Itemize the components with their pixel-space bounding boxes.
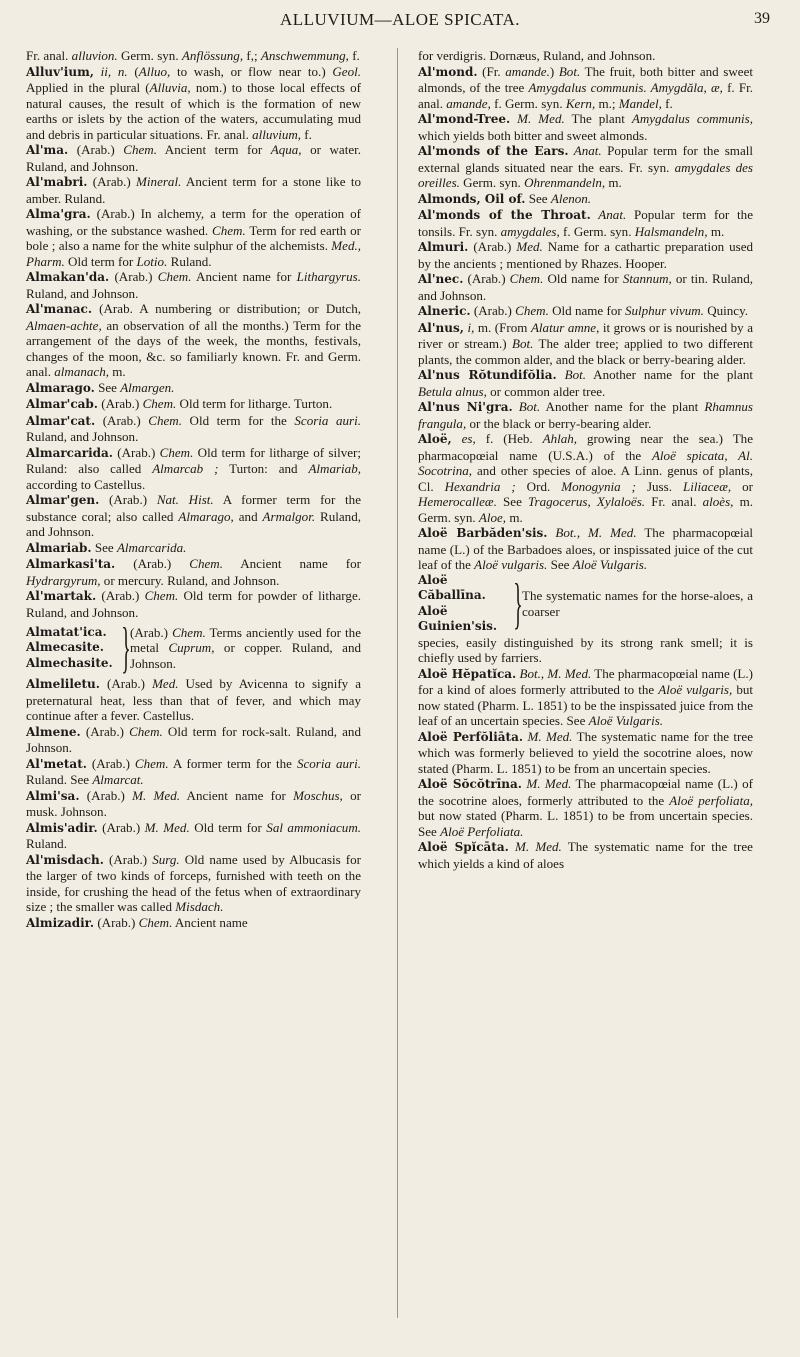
dictionary-entry: Almariab. See Almarcarida. (26, 539, 187, 555)
dictionary-entry: Aloë Spĭcāta. M. Med. The systematic name for the tree which yields a kind of aloes (418, 839, 753, 871)
page-number: 39 (754, 10, 770, 27)
headword: Almariab. (26, 540, 92, 555)
dictionary-entry: Al'mabri. (Arab.) Mineral. Ancient term for a stone like to amber. Ruland. (26, 174, 361, 206)
headword: Almatat'ica. (26, 624, 107, 639)
headword: Al'nus, (418, 320, 464, 335)
definition: The systematic names for the horse-aloes, a coarser (522, 588, 753, 619)
definition-continuation: species, easily distinguished by its strong rank smell; it is chiefly used by farriers. (418, 634, 753, 665)
left-column (26, 48, 361, 931)
dictionary-entry: Alma'gra. (Arab.) In alchemy, a term for the operation of washing, or the substance washed. Chem. Term for red earth or bole ; also a name for the white sulphur of the alchemists. Med., Pharm. Old term for Lotio. Ruland. (26, 206, 361, 269)
headword: Al'mabri. (26, 175, 88, 189)
headword: Aloë, (418, 432, 452, 446)
dictionary-entry: Al'nec. (Arab.) Chem. Old name for Stannum, or tin. Ruland, and Johnson. (418, 271, 753, 303)
dictionary-entry-group (418, 573, 753, 635)
headword: Almarcarida. (26, 445, 113, 460)
headword: Almechasite. (26, 655, 113, 670)
headword: Almi'sa. (26, 788, 80, 803)
dictionary-entry: Almar'gen. (Arab.) Nat. Hist. A former term for the substance coral; also called Almarago, and Armalgor. Ruland, and Johnson. (26, 492, 361, 539)
page-header (0, 6, 800, 36)
running-head: ALLUVIUM—ALOE SPICATA. (279, 10, 521, 29)
dictionary-entry: Al'martak. (Arab.) Chem. Old term for powder of litharge. Ruland, and Johnson. (26, 588, 361, 620)
dictionary-entry: Aloë Perfŏliāta. M. Med. The systematic name for the tree which was formerly believed to yield the socotrine aloes, now stated (Pharm. L. 1851) to be from an uncertain species. (418, 728, 753, 776)
headword: Almis'adir. (26, 820, 98, 835)
dictionary-entry: Al'misdach. (Arab.) Surg. Old name used by Albucasis for the larger of two kinds of forceps, furnished with teeth on the inside, for crushing the head of the fetus when of extraordinary size ; the smaller was called Misdach. (26, 851, 361, 914)
dictionary-entry: Al'manac. (Arab. A numbering or distribution; or Dutch, Almaen-achte, an observation of all the months.) Term for the arrangement of the days of the week, the months, festivals, changes of the moon, &c. so familiarly known. Fr. and Germ. anal. almanach, m. (26, 301, 361, 379)
dictionary-entry-group (26, 617, 361, 679)
headword: Almuri. (418, 240, 469, 254)
headword: Aloë Căballīna. (418, 572, 486, 602)
dictionary-entry: Almene. (Arab.) Chem. Old term for rock-salt. Ruland, and Johnson. (26, 723, 361, 755)
dictionary-entry: Al'nus Rŏtundifŏlia. Bot. Another name for the plant Betula alnus, or common alder tree. (418, 367, 753, 399)
dictionary-entry: Al'metat. (Arab.) Chem. A former term for the Scoria auri. Ruland. See Almarcat. (26, 755, 361, 787)
headword: Almizadir. (26, 915, 95, 930)
headword: Almeliletu. (26, 677, 100, 691)
dictionary-entry: Al'mond-Tree. M. Med. The plant Amygdalus communis, which yields both bitter and sweet almonds. (418, 111, 753, 143)
headword: Almar'gen. (26, 493, 100, 507)
dictionary-entry: Fr. anal. alluvion. Germ. syn. Anflössung, f,; Anschwemmung, f. (26, 48, 360, 63)
dictionary-entry: Almar'cab. (Arab.) Chem. Old term for litharge. Turton. (26, 396, 333, 411)
dictionary-entry: Almis'adir. (Arab.) M. Med. Old term for Sal ammoniacum. Ruland. (26, 819, 361, 851)
dictionary-entry: Al'ma. (Arab.) Chem. Ancient term for Aqua, or water. Ruland, and Johnson. (26, 142, 361, 174)
headword: Aloë Spĭcāta. (418, 840, 509, 854)
dictionary-entry: Alluv'ium, ii, n. (Alluo, to wash, or flow near to.) Geol. Applied in the plural (Alluvia, nom.) to those local effects of natural causes, the result of which is the formation of new earths or islets by the action of the waters, accumulating mud and debris in particular situations. Fr. anal. alluvium, f. (26, 63, 362, 142)
definition: (Arab.) Chem. Terms anciently used for the metal Cuprum, or copper. Ruland, and Johnson. (130, 624, 361, 671)
dictionary-entry: Aloë Sŏcŏtrīna. M. Med. The pharmacopœial name (L.) of the socotrine aloes, formerly attributed to the Aloë perfoliata, but now stated (Pharm. L. 1851) to be from uncertain species. See Aloë Perfoliata. (418, 776, 753, 839)
dictionary-entry: Almakan'da. (Arab.) Chem. Ancient name for Lithargyrus. Ruland, and Johnson. (26, 269, 361, 301)
headword: Aloë Guinien'sis. (418, 603, 498, 633)
dictionary-entry: Alneric. (Arab.) Chem. Old name for Sulphur vivum. Quincy. (418, 303, 749, 318)
column-divider (397, 48, 398, 1318)
headword: Almakan'da. (26, 270, 110, 284)
dictionary-entry: Almarago. See Almargen. (26, 379, 175, 395)
dictionary-entry: Almeliletu. (Arab.) Med. Used by Avicenna to signify a preternatural heat, less than that of fever, and which may continue after a fever. Castellus. (26, 676, 361, 723)
dictionary-entry: Al'monds of the Throat. Anat. Popular term for the tonsils. Fr. syn. amygdales, f. Germ. syn. Halsmandeln, m. (418, 207, 753, 239)
dictionary-entry: Aloë, es, f. (Heb. Ahlah, growing near the sea.) The pharmacopœial name (U.S.A.) of the Aloë spicata, Al. Socotrina, and other species of aloe. A Linn. genus of plants, Cl. Hexandria ; Ord. Monogynia ; Juss. Liliaceæ, or Hemerocalleæ. See Tragocerus, Xylaloës. Fr. anal. aloès, m. Germ. syn. Aloe, m. (418, 431, 754, 525)
dictionary-entry: Al'monds of the Ears. Anat. Popular term for the small external glands situated near the ears. Fr. syn. amygdales des oreilles. Germ. syn. Ohrenmandeln, m. (418, 143, 754, 190)
dictionary-entry: Aloë Barbăden'sis. Bot., M. Med. The pharmacopœial name (L.) of the Barbadoes aloes, or inspissated juice of the cut leaf of the Aloë vulgaris. See Aloë Vulgaris. (418, 525, 753, 572)
headword: Aloë Perfŏliāta. (418, 729, 524, 744)
dictionary-entry: Almonds, Oil of. See Alenon. (418, 190, 592, 206)
headword: Aloë Barbăden'sis. (418, 526, 548, 540)
headword: Almecasite. (26, 640, 104, 655)
headword: Al'martak. (26, 589, 97, 603)
headword: Alma'gra. (26, 207, 91, 221)
headword: Al'nec. (418, 272, 464, 286)
dictionary-entry: Almarkasi'ta. (Arab.) Chem. Ancient name for Hydrargyrum, or mercury. Ruland, and Johnson. (26, 556, 361, 588)
dictionary-entry: Almi'sa. (Arab.) M. Med. Ancient name for Moschus, or musk. Johnson. (26, 787, 361, 819)
dictionary-entry: Aloë Hĕpatĭca. Bot., M. Med. The pharmacopœial name (L.) for a kind of aloes formerly attributed to the Aloë vulgaris, but now stated (Pharm. L. 1851) to be the inspissated juice from the leaf of an uncertain species. See Aloë Vulgaris. (418, 665, 753, 728)
headword: Almene. (26, 724, 81, 739)
headword: Al'monds of the Throat. (418, 208, 591, 222)
headword: Alneric. (418, 304, 471, 318)
headword: Al'nus Ni'gra. (418, 400, 513, 414)
dictionary-entry: Al'nus, i, m. (From Alatur amne, it grows or is nourished by a river or stream.) Bot. The alder tree; applied to two different plants, the common alder, and the black or berry-bearing alder. (418, 319, 753, 367)
headword: Al'mond. (418, 64, 478, 79)
headword: Almarago. (26, 380, 95, 395)
dictionary-entry: for verdigris. Dornæus, Ruland, and Johnson. (418, 48, 656, 63)
dictionary-entry: Almuri. (Arab.) Med. Name for a cathartic preparation used by the ancients ; mentioned by Rhazes. Hooper. (418, 239, 754, 271)
headword: Almonds, Oil of. (418, 191, 526, 206)
headword: Al'mond-Tree. (418, 112, 511, 126)
headword: Almar'cab. (26, 397, 98, 411)
dictionary-entry: Almarcarida. (Arab.) Chem. Old term for litharge of silver; Ruland: also called Almarcab ; Turton: and Almariab, according to Castellus. (26, 444, 361, 492)
headword: Al'monds of the Ears. (418, 144, 569, 158)
headword: Al'nus Rŏtundifŏlia. (418, 368, 557, 382)
headword: Alluv'ium, (26, 64, 94, 79)
headword: Al'ma. (26, 143, 69, 157)
dictionary-entry: Almar'cat. (Arab.) Chem. Old term for the Scoria auri. Ruland, and Johnson. (26, 412, 361, 444)
right-column (418, 48, 753, 871)
dictionary-entry: Almizadir. (Arab.) Chem. Ancient name (26, 914, 248, 930)
headword: Almar'cat. (26, 413, 96, 428)
headword: Al'manac. (26, 302, 92, 316)
brace: } (121, 617, 131, 679)
headword: Al'misdach. (26, 852, 104, 867)
headword: Al'metat. (26, 756, 87, 771)
dictionary-entry: Al'mond. (Fr. amande.) Bot. The fruit, both bitter and sweet almonds, of the tree Amygdalus communis. Amygdăla, æ, f. Fr. anal. amande, f. Germ. syn. Kern, m.; Mandel, f. (418, 63, 753, 111)
dictionary-entry: Al'nus Ni'gra. Bot. Another name for the plant Rhamnus frangula, or the black or berry-bearing alder. (418, 399, 753, 431)
brace: } (513, 572, 523, 635)
headword: Aloë Hĕpatĭca. (418, 666, 517, 681)
headword: Almarkasi'ta. (26, 557, 116, 571)
headword: Aloë Sŏcŏtrīna. (418, 777, 522, 791)
